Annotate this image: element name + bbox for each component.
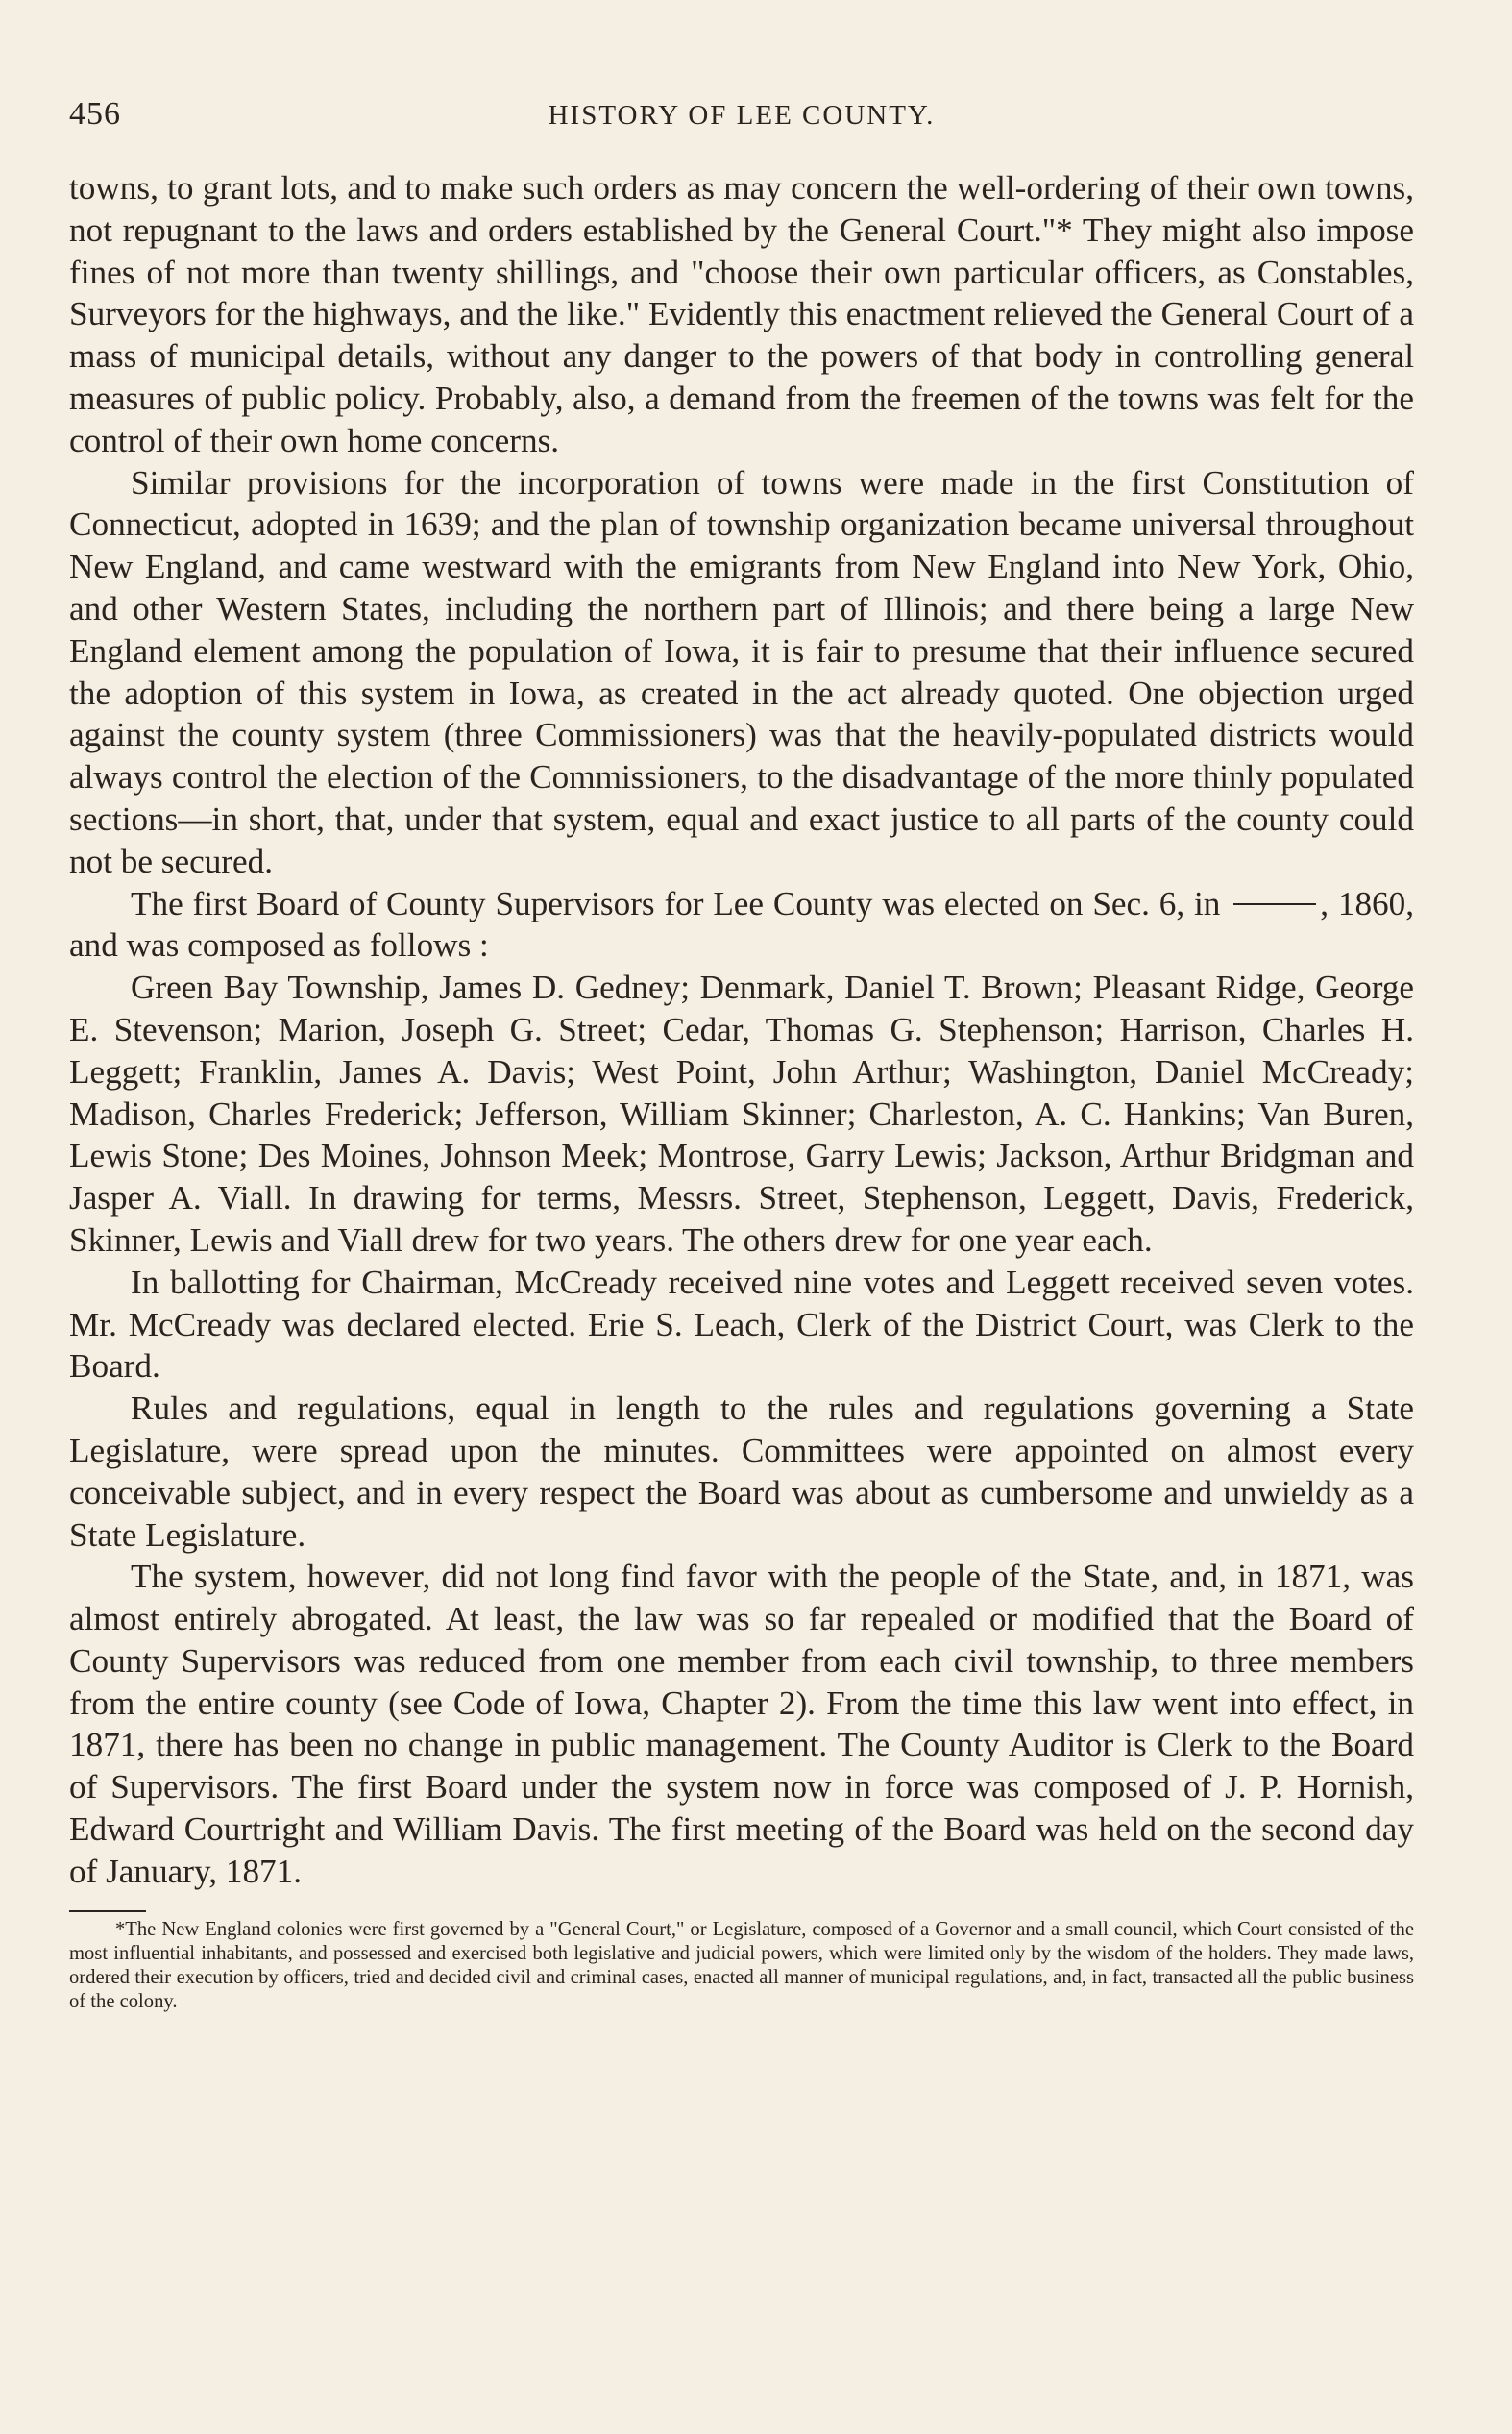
header-title: HISTORY OF LEE COUNTY. <box>548 100 936 131</box>
paragraph-3-after-blank: , 1860, and was composed as follows : <box>69 884 1415 965</box>
footnote-rule <box>69 1910 146 1912</box>
paragraph-3-before-blank: The first Board of County Supervisors for Lee County was elected on Sec. 6, in <box>131 884 1221 922</box>
paragraph-6: Rules and regulations, equal in length to the rules and regulations governing a State Legislature, were spread upon the minutes. Committees were appointed on almost every conceivable subject, and in every respect the Board was about as cumbersome and unwieldy as a State Legislature. <box>69 1389 1414 1554</box>
paragraph-7: The system, however, did not long find favor with the people of the State, and, in 1871, was almost entirely abrogated. At least, the law was so far repealed or modified that the Board of County Supervisors was reduced from one member from each civil township, to three members from the entire county (see Code of Iowa, Chapter 2). From the time this law went into effect, in 1871, there has been no change in public management. The County Auditor is Clerk to the Board of Supervisors. The first Board under the system now in force was composed of J. P. Hornish, Edward Courtright and William Davis. The first meeting of the Board was held on the second day of January, 1871. <box>69 1558 1414 1890</box>
paragraph-1: towns, to grant lots, and to make such orders as may concern the well-ordering of their own towns, not repugnant to the laws and orders established by the General Court."* They might also impose fines of not more than twenty shillings, and "choose their own particular officers, as Constables, Surveyors for the highways, and the like." Evidently this enactment relieved the General Court of a mass of municipal details, without any danger to the powers of that body in controlling general measures of public policy. Probably, also, a demand from the freemen of the towns was felt for the control of their own home concerns. <box>69 169 1414 459</box>
paragraph-3 <box>69 883 1414 968</box>
page-number: 456 <box>69 96 121 132</box>
date-blank <box>1233 903 1316 905</box>
paragraph-5: In ballotting for Chairman, McCready received nine votes and Leggett received seven votes. Mr. McCready was declared elected. Erie S. Leach, Clerk of the District Court, was Clerk to the Board. <box>69 1263 1414 1386</box>
footnote-text: *The New England colonies were first governed by a "General Court," or Legislature, composed of a Governor and a small council, which Court consisted of the most influential inhabitants, and possessed and exercised both legislative and judicial powers, which were limited only by the wisdom of the holders. They made laws, ordered their execution by officers, tried and decided civil and criminal cases, enacted all manner of municipal regulations, and, in fact, transacted all the public business of the colony. <box>69 1918 1414 2012</box>
footnote <box>69 1918 1414 2014</box>
book-page <box>69 88 1414 2375</box>
paragraph-2: Similar provisions for the incorporation of towns were made in the first Constitution of Connecticut, adopted in 1639; and the plan of township organization became universal throughout New England, and came westward with the emigrants from New England into New York, Ohio, and other Western States, including the northern part of Illinois; and there being a large New England element among the population of Iowa, it is fair to presume that their influence secured the adoption of this system in Iowa, as created in the act already quoted. One objection urged against the county system (three Commissioners) was that the heavily-populated districts would always control the election of the Commissioners, to the disadvantage of the more thinly populated sections—in short, that, under that system, equal and exact justice to all parts of the county could not be secured. <box>69 463 1414 880</box>
body-text <box>69 167 1414 1893</box>
running-head <box>69 88 1414 146</box>
paragraph-4: Green Bay Township, James D. Gedney; Denmark, Daniel T. Brown; Pleasant Ridge, George E. Stevenson; Marion, Joseph G. Street; Cedar, Thomas G. Stephenson; Harrison, Charles H. Leggett; Franklin, James A. Davis; West Point, John Arthur; Washington, Daniel McCready; Madison, Charles Frederick; Jefferson, William Skinner; Charleston, A. C. Hankins; Van Buren, Lewis Stone; Des Moines, Johnson Meek; Montrose, Garry Lewis; Jackson, Arthur Bridgman and Jasper A. Viall. In drawing for terms, Messrs. Street, Stephenson, Leggett, Davis, Frederick, Skinner, Lewis and Viall drew for two years. The others drew for one year each. <box>69 969 1414 1259</box>
